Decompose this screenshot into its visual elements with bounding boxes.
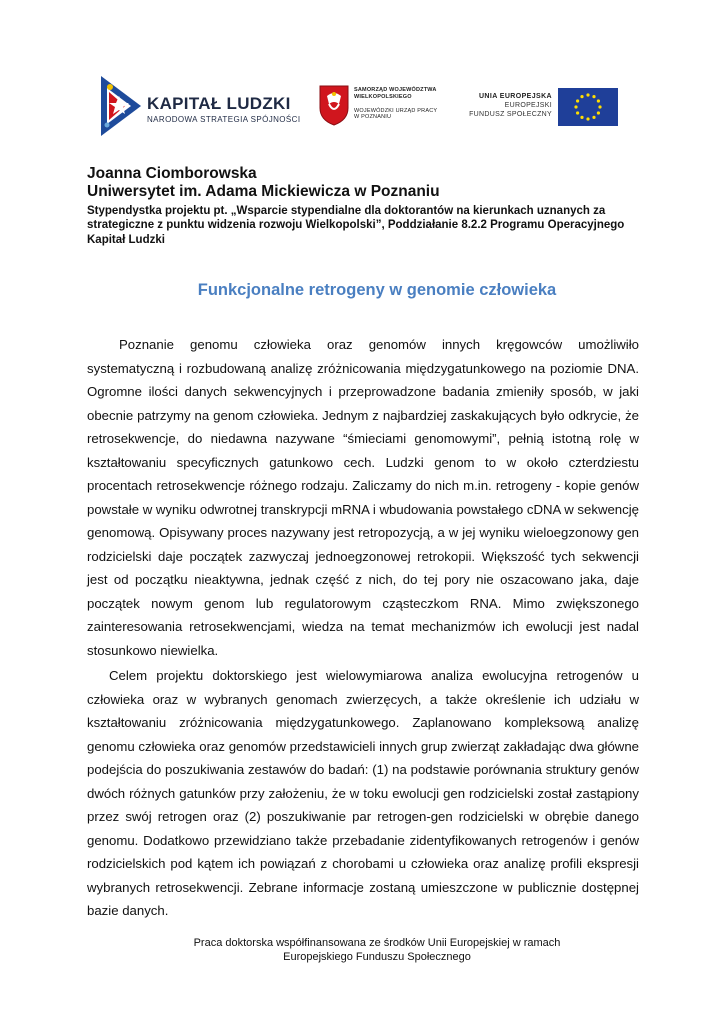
university-name: Uniwersytet im. Adama Mickiewicza w Poznaniu (87, 183, 440, 200)
footer-line2: Europejskiego Funduszu Społecznego (283, 951, 471, 963)
kapital-ludzki-emblem-icon (97, 76, 143, 138)
samorzad-logo (318, 84, 438, 130)
document-footer (87, 936, 667, 964)
paragraph: Poznanie genomu człowieka oraz genomów innych kręgowców umożliwiło systematyczną i rozbudowaną analizę zróżnicowania międzygatunkowego na poziomie DNA. Ogromne ilości danych sekwencyjnych i przeprowadzone badania zmieniły sposób, w jaki obecnie patrzymy na genom człowieka. Jednym z najbardziej zaskakujących było odkrycie, że retrosekwencje, do niedawna nazywane “śmieciami genomowymi”, pełnią istotną rolę w kształtowaniu specyficznych gatunkowo cech. Ludzki genom to w około czterdziestu procentach retrosekwencje różnego rodzaju. Zaliczamy do nich m.in. retrogeny - kopie genów powstałe w wyniku odwrotnej transkrypcji mRNA i wbudowania powstałego cDNA w sekwencję genomową. Opisywany proces nazywany jest retropozycją, a w jej wyniku wieloegzonowy gen rodzicielski daje początek zazwyczaj jednoegzonowej retrokopii. Większość tych sekwencji jest od początku nieaktywna, jednak część z nich, do tej pory nie oszacowano jaka, daje początek nowym genom lub regulatorowym cząsteczkom RNA. Mimo zwiększonego zainteresowania retrosekwencjami, wiedza na temat mechanizmów ich ewolucji jest nadal stosunkowo niewielka. (87, 337, 639, 658)
unia-line3: FUNDUSZ SPOŁECZNY (469, 111, 552, 118)
document-body (87, 333, 639, 923)
coat-of-arms-icon (318, 84, 350, 126)
stipend-info: Stypendystka projektu pt. „Wsparcie stypendialne dla doktorantów na kierunkach uznanych za strategiczne z punktu widzenia rozwoju Wielkopolski”, Poddziałanie 8.2.2 Programu Operacyjnego Kapitał Ludzki (87, 205, 625, 246)
document-title: Funkcjonalne retrogeny w genomie człowieka (197, 281, 557, 299)
kapital-ludzki-subtitle: NARODOWA STRATEGIA SPÓJNOŚCI (147, 115, 301, 124)
document-header (87, 165, 647, 247)
footer-line1: Praca doktorska współfinansowana ze środków Unii Europejskiej w ramach (193, 937, 561, 949)
unia-europejska-logo (460, 88, 620, 128)
kapital-ludzki-title: KAPITAŁ LUDZKI (147, 94, 291, 113)
author-name: Joanna Ciomborowska (87, 165, 257, 182)
paragraph: Celem projektu doktorskiego jest wielowymiarowa analiza ewolucyjna retrogenów u człowieka oraz w wybranych genomach zwierzęcych, a także określenie ich udziału w kształtowaniu zróżnicowania międzygatunkowego. Zaplanowano kompleksową analizę genomu człowieka oraz genomów przedstawicieli innych grup zwierząt zakładając dwa główne podejścia do poszukiwania zestawów do badań: (1) na podstawie porównania struktury genów dwóch różnych gatunków przy założeniu, że w toku ewolucji gen rodzicielski został zastąpiony przez swój retrogen oraz (2) poszukiwanie par retrogen-gen rodzicielski w obrębie danego genomu. Dodatkowo przewidziano także przebadanie zidentyfikowanych retrogenów i genów rodzicielskich pod kątem ich powiązań z chorobami u człowieka oraz analizę profili ekspresji wybranych retrosekwencji. Zebrane informacje zostaną umieszczone w publicznie dostępnej bazie danych. (87, 668, 639, 918)
samorzad-line2: WIELKOPOLSKIEGO (354, 94, 412, 100)
logo-bar (0, 0, 725, 150)
eu-flag-icon (558, 88, 618, 126)
kapital-ludzki-logo (97, 74, 301, 140)
unia-line1: UNIA EUROPEJSKA (478, 93, 552, 100)
unia-europejska-text (460, 92, 552, 119)
samorzad-line4: W POZNANIU (354, 114, 392, 120)
unia-line2: EUROPEJSKI (504, 102, 552, 109)
samorzad-line1: SAMORZĄD WOJEWÓDZTWA (354, 87, 437, 93)
samorzad-line3: WOJEWÓDZKI URZĄD PRACY (354, 108, 438, 114)
